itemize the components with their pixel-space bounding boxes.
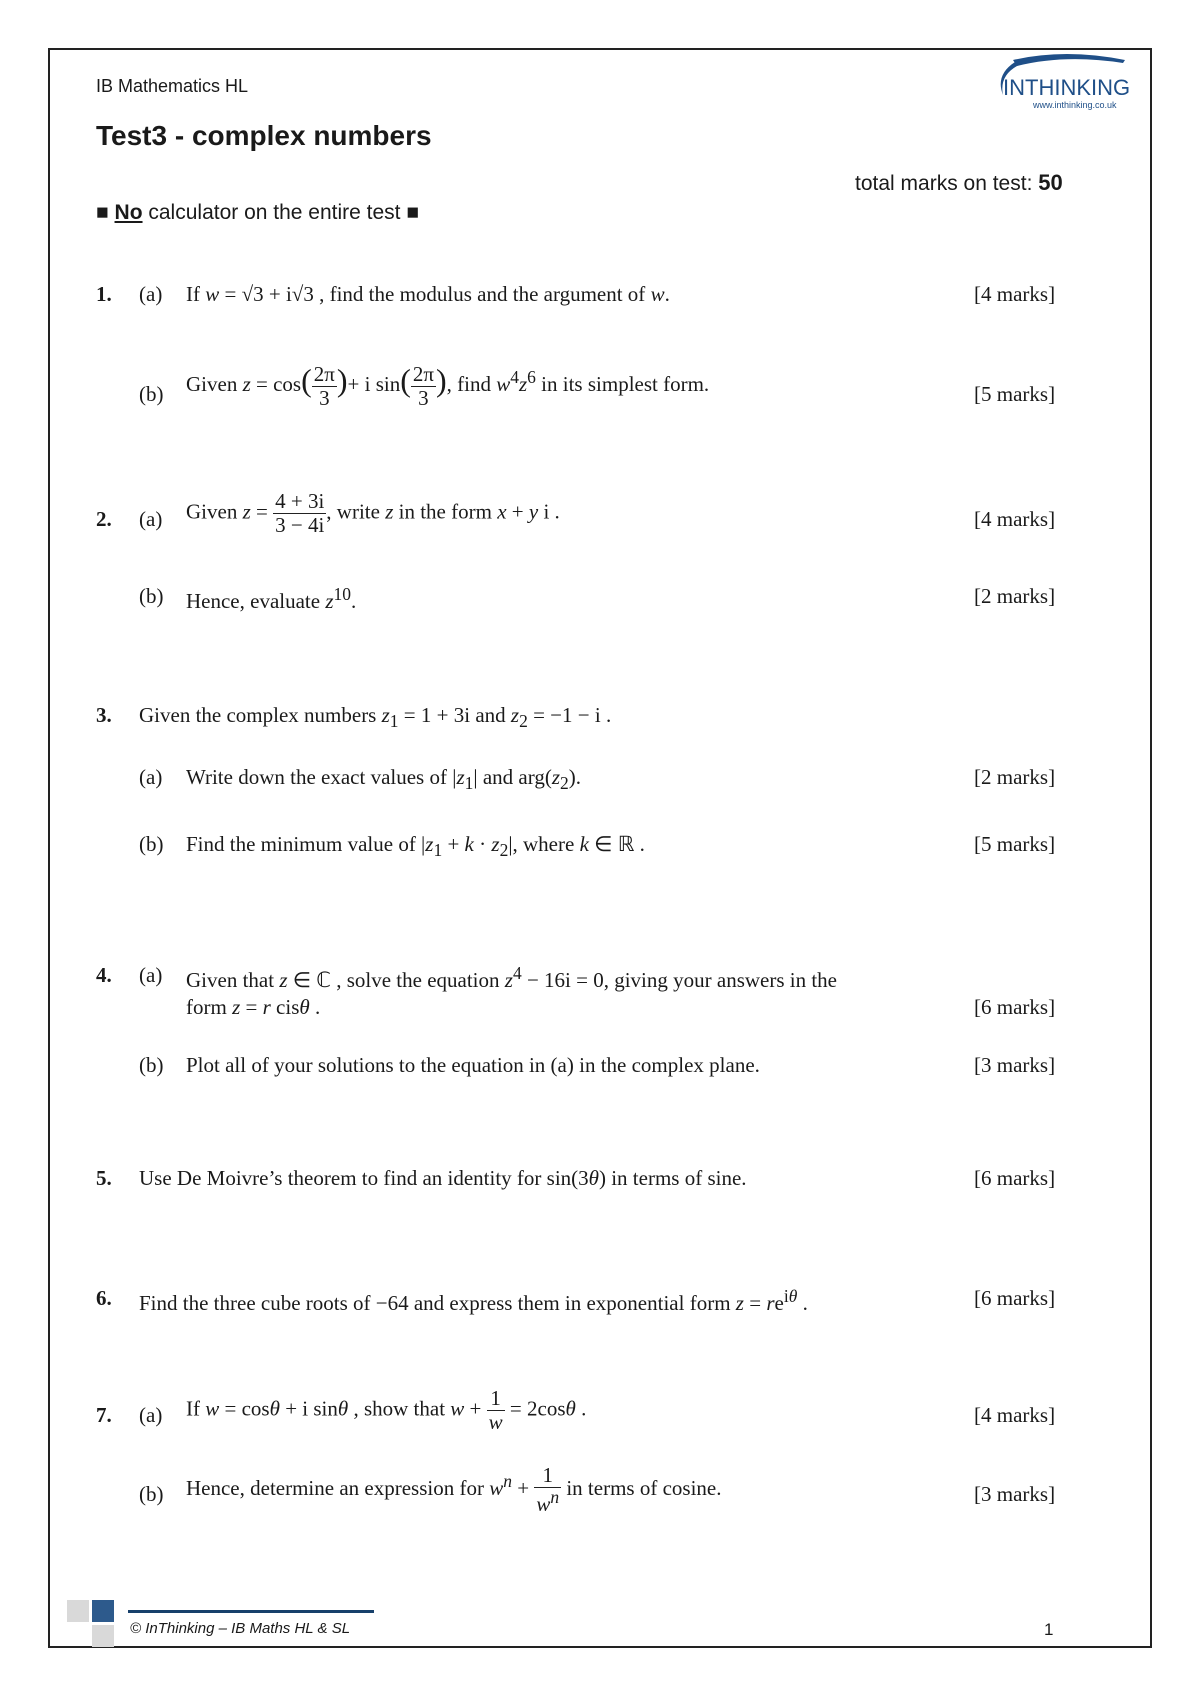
q1-number: 1. xyxy=(96,282,112,306)
q3a-text: Write down the exact values of $|z_1|$ and $arg(z_2)$. xyxy=(186,765,582,794)
q7b-marks: [3 marks] xyxy=(974,1482,1056,1506)
logo-text: INTHINKING xyxy=(1003,75,1131,100)
q3-stem: Given the complex numbers $z_1 = 1 + 3i$ and $z_2 = -1 - i$ . xyxy=(139,703,612,732)
q4b-text: Plot all of your solutions to the equation in (a) in the complex plane. xyxy=(186,1053,760,1077)
q7a-label: (a) xyxy=(139,1403,163,1427)
q6-text: Find the three cube roots of −64 and express them in exponential form $z = re^{i\theta}$ . xyxy=(139,1286,808,1315)
q7a-marks: [4 marks] xyxy=(974,1403,1056,1427)
q1a-marks: [4 marks] xyxy=(974,282,1056,306)
q3a-label: (a) xyxy=(139,765,163,789)
q1b-marks: [5 marks] xyxy=(974,382,1056,406)
q5-number: 5. xyxy=(96,1166,112,1190)
q1b-text: Given z = cos( $\frac{2\pi}{3}$ )+ i sin( $\frac{2\pi}{3}$ ), find $w^4z^6$ in its simplest form. xyxy=(186,361,710,410)
logo-url: www.inthinking.co.uk xyxy=(1033,100,1117,110)
q7-number: 7. xyxy=(96,1403,112,1427)
q2b-lead: Hence, evaluate xyxy=(186,589,321,613)
q4a-marks: [6 marks] xyxy=(974,995,1056,1019)
q7b-text: Hence, determine an expression for $w^n$ + $\frac{1}{w^n}$ in terms of cosine. xyxy=(186,1463,722,1517)
q1a-text: If w = √3 + i√3 , find the modulus and the argument of w. xyxy=(186,282,670,306)
q7a-text: If w = cosθ + i sinθ , show that w + $\frac{1}{w}$ = 2cosθ . xyxy=(186,1386,587,1435)
total-marks-label: total marks on test: xyxy=(855,172,1033,195)
total-marks-value: 50 xyxy=(1038,170,1063,195)
total-marks xyxy=(855,170,1063,196)
q3a-marks: [2 marks] xyxy=(974,765,1056,789)
q3b-marks: [5 marks] xyxy=(974,832,1056,856)
page-title: Test3 - complex numbers xyxy=(96,120,432,151)
calculator-note xyxy=(96,201,419,225)
calc-no: No xyxy=(114,201,143,224)
calc-text: calculator on the entire test xyxy=(148,201,401,224)
q3-number: 3. xyxy=(96,703,112,727)
q4a-label: (a) xyxy=(139,963,163,987)
subject-label: IB Mathematics HL xyxy=(96,76,249,96)
page-number: 1 xyxy=(1044,1620,1054,1639)
footer-copyright: © InThinking – IB Maths HL & SL xyxy=(130,1620,351,1637)
q6-number: 6. xyxy=(96,1286,112,1310)
q1a-label: (a) xyxy=(139,282,163,306)
q3b-label: (b) xyxy=(139,832,164,856)
q7b-label: (b) xyxy=(139,1482,164,1506)
q3b-text: Find the minimum value of $|z_1 + k \cdot z_2|$, where k ∈ ℝ . xyxy=(186,832,645,861)
square-bullet-icon: ■ xyxy=(406,201,420,224)
footer-square-decoration xyxy=(92,1625,114,1647)
q2a-text: Given z = $\frac{4 + 3i}{3 - 4i}$ , write z in the form x + y i . xyxy=(186,489,560,538)
q5-marks: [6 marks] xyxy=(974,1166,1056,1190)
footer-rule xyxy=(128,1610,374,1613)
inthinking-logo xyxy=(975,50,1145,125)
q4a-text-line2: form z = r cisθ . xyxy=(186,995,321,1019)
footer-square-decoration xyxy=(67,1600,89,1622)
q2b-label: (b) xyxy=(139,584,164,608)
q4a-text-line1: Given that z ∈ ℂ , solve the equation $z^4 - 16i = 0$, giving your answers in the xyxy=(186,963,838,992)
q2a-marks: [4 marks] xyxy=(974,507,1056,531)
q2b-marks: [2 marks] xyxy=(974,584,1056,608)
q1b-label: (b) xyxy=(139,382,164,406)
q2-number: 2. xyxy=(96,507,112,531)
q4b-label: (b) xyxy=(139,1053,164,1077)
square-bullet-icon: ■ xyxy=(96,201,109,224)
q5-text: Use De Moivre’s theorem to find an identity for sin(3θ) in terms of sine. xyxy=(139,1166,747,1190)
footer-square-decoration xyxy=(92,1600,114,1622)
q4b-marks: [3 marks] xyxy=(974,1053,1056,1077)
q6-marks: [6 marks] xyxy=(974,1286,1056,1310)
q4-number: 4. xyxy=(96,963,112,987)
q2a-label: (a) xyxy=(139,507,163,531)
q2b-text: Hence, evaluate $z^{10}$. xyxy=(186,584,357,613)
